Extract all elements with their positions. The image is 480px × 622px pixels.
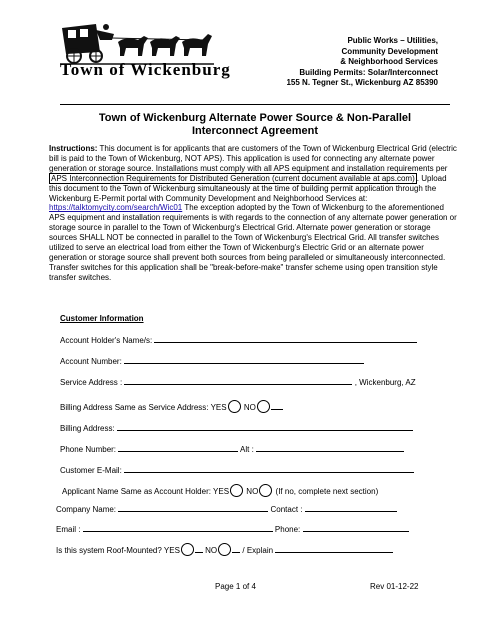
- roof-mounted-row: [56, 543, 393, 556]
- customer-email-field[interactable]: [124, 464, 414, 473]
- company-row: [56, 503, 397, 515]
- account-holder-label: Account Holder's Name/s:: [60, 336, 153, 345]
- roof-yes-label: YES: [163, 546, 180, 555]
- service-address-label: Service Address :: [60, 378, 123, 387]
- address-line: Community Development: [341, 46, 438, 56]
- instructions-paragraph: [49, 144, 459, 283]
- title-line: Town of Wickenburg Alternate Power Source & Non-Parallel: [98, 112, 412, 124]
- applicant-same-yes-radio[interactable]: [230, 484, 243, 497]
- contact-field[interactable]: [305, 503, 397, 512]
- billing-same-yes-radio[interactable]: [228, 400, 241, 413]
- phone-row: [60, 443, 404, 455]
- section-title-customer-info: Customer Information: [60, 314, 144, 323]
- alt-phone-label: Alt :: [240, 445, 254, 454]
- address-line: & Neighborhood Services: [340, 57, 438, 67]
- roof-no-line: [232, 544, 240, 553]
- applicant-same-no-label: NO: [246, 487, 259, 496]
- address-line: Building Permits: Solar/Interconnect: [299, 67, 438, 77]
- company-name-field[interactable]: [118, 503, 268, 512]
- instructions-text: This document is for applicants that are customers of the Town of Wickenburg Electrical Grid (electric bill is paid to the Town of Wickenburg, NOT APS). This application is used for connecting any alternate power generation or storage source. Installations must comply with all APS equipment and installation requirements per: [49, 144, 457, 173]
- applicant-same-note: (If no, complete next section): [275, 487, 379, 496]
- instructions-label: Instructions:: [49, 144, 98, 153]
- roof-explain-field[interactable]: [275, 544, 393, 553]
- billing-address-label: Billing Address:: [60, 424, 115, 433]
- instructions-text: The exception adopted by the Town of Wickenburg to the aforementioned APS equipment and installation requirements is with regards to the connection of any alternate power generation or storage source in parallel to the Town of Wickenburg's Electrical Grid. Alternate power generation or storage sources SHALL NOT be connected in parallel to the Town of Wickenburg's Electrical Grid. All transfer switches utilized to serve an electrical load from either the Town of Wickenburg's Electric Grid or an alternate power generation or storage source shall prevent both sources from being paralleled or simultaneously interconnected. Transfer switches for this application shall be "break-before-make" transfer scheme using open transition style transfer switches.: [49, 203, 457, 282]
- billing-same-row: [60, 400, 283, 413]
- address-line: Public Works – Utilities,: [347, 36, 438, 45]
- roof-yes-line: [195, 544, 203, 553]
- roof-explain-label: / Explain: [242, 546, 274, 555]
- email-label: Email :: [56, 525, 81, 534]
- service-address-field[interactable]: [124, 376, 352, 385]
- phone-field[interactable]: [303, 523, 409, 532]
- department-address-block: [238, 36, 438, 89]
- company-name-label: Company Name:: [56, 505, 117, 514]
- roof-no-radio[interactable]: [218, 543, 231, 556]
- phone-number-label: Phone Number:: [60, 445, 117, 454]
- revision-label: Rev 01-12-22: [370, 582, 419, 591]
- page-number: Page 1 of 4: [215, 582, 256, 591]
- applicant-same-label: Applicant Name Same as Account Holder:: [62, 487, 211, 496]
- roof-no-label: NO: [205, 546, 218, 555]
- phone-number-field[interactable]: [118, 443, 238, 452]
- roof-mounted-label: Is this system Roof-Mounted?: [56, 546, 162, 555]
- account-holder-row: [60, 334, 417, 346]
- billing-same-yes-label: YES: [210, 403, 227, 412]
- applicant-same-no-radio[interactable]: [259, 484, 272, 497]
- town-name: Town of Wickenburg: [60, 60, 231, 79]
- email-phone-row: [56, 523, 409, 535]
- applicant-same-row: [62, 484, 378, 497]
- billing-same-label: Billing Address Same as Service Address:: [60, 403, 209, 412]
- account-number-label: Account Number:: [60, 357, 122, 366]
- account-holder-field[interactable]: [154, 334, 417, 343]
- account-number-field[interactable]: [124, 355, 364, 364]
- service-city-label: , Wickenburg, AZ: [354, 378, 416, 387]
- customer-email-row: [60, 464, 414, 476]
- epermit-portal-link[interactable]: https://talktomycity.com/search/Wic01: [49, 203, 183, 213]
- billing-address-row: [60, 422, 413, 434]
- header-divider: [60, 104, 450, 105]
- billing-same-no-radio[interactable]: [257, 400, 270, 413]
- account-number-row: [60, 355, 364, 367]
- phone-label: Phone:: [274, 525, 301, 534]
- email-field[interactable]: [83, 523, 273, 532]
- applicant-same-yes-label: YES: [213, 487, 230, 496]
- customer-email-label: Customer E-Mail:: [60, 466, 122, 475]
- aps-requirements-reference: APS Interconnection Requirements for Distributed Generation (current document available at aps.com): [51, 173, 415, 183]
- billing-same-no-line: [271, 401, 283, 410]
- instructions-text: . Upload this document to the Town of Wickenburg simultaneously at the time of building permit application through the Wickenburg E-Permit portal with Community Development and Neighborhood Services at:: [49, 173, 447, 203]
- alt-phone-field[interactable]: [256, 443, 404, 452]
- document-title: [60, 112, 450, 138]
- contact-label: Contact :: [270, 505, 303, 514]
- title-line: Interconnect Agreement: [191, 125, 319, 137]
- billing-same-no-label: NO: [243, 403, 256, 412]
- billing-address-field[interactable]: [117, 422, 413, 431]
- address-line: 155 N. Tegner St., Wickenburg AZ 85390: [286, 78, 438, 88]
- service-address-row: [60, 376, 416, 388]
- roof-yes-radio[interactable]: [181, 543, 194, 556]
